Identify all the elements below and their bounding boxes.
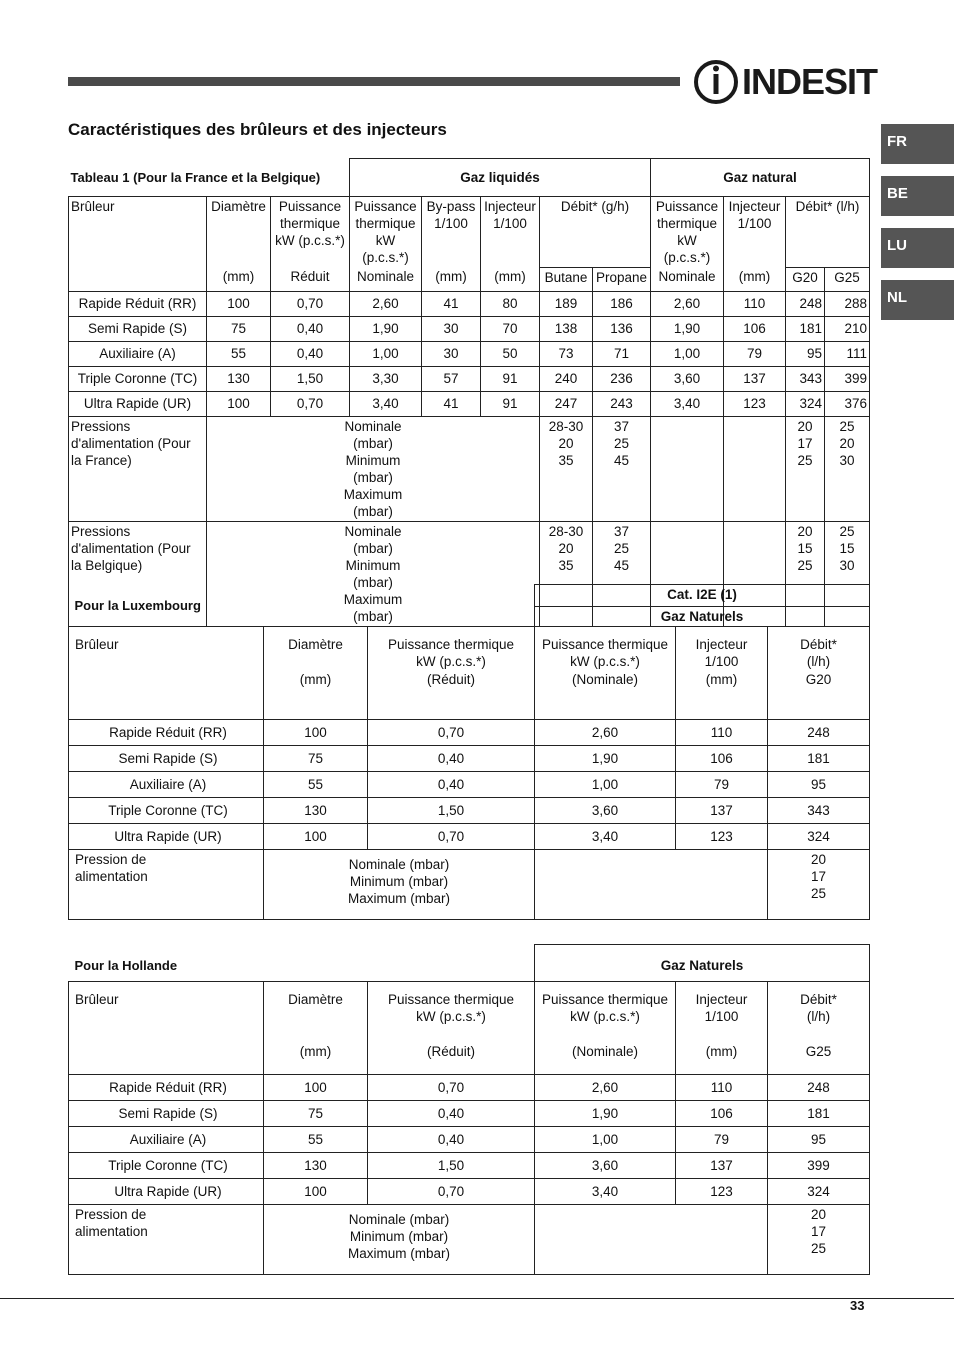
burner-name: Triple Coronne (TC): [69, 798, 264, 824]
pressure-label-fr: Pressions d'alimentation (Pour la France): [69, 416, 207, 521]
cell-value: 288: [825, 291, 870, 316]
cell-value: 100: [207, 391, 271, 416]
value: 25: [839, 418, 855, 434]
pressure-names: Nominale (mbar) Minimum (mbar) Maximum (mbar): [264, 1205, 535, 1275]
value: 20: [558, 435, 574, 451]
pressure-label: Pression de alimentation: [69, 1205, 264, 1275]
cell-value: 2,60: [535, 720, 676, 746]
header-debit-gh: Débit* (g/h): [540, 197, 651, 268]
cell-value: 130: [264, 798, 368, 824]
burner-name: Ultra Rapide (UR): [69, 824, 264, 850]
burner-name: Rapide Réduit (RR): [69, 291, 207, 316]
table-caption: Pour la Luxembourg: [74, 597, 201, 613]
value: 20: [558, 540, 574, 556]
table-row: [69, 341, 870, 366]
label-nominale: Nominale: [350, 267, 422, 291]
cell-value: 138: [540, 316, 593, 341]
table-row: [69, 291, 870, 316]
value: 37: [614, 418, 630, 434]
value: 35: [558, 557, 574, 573]
cell-value: 71: [593, 341, 651, 366]
cell-value: 106: [724, 316, 786, 341]
burner-name: Ultra Rapide (UR): [69, 391, 207, 416]
header-puissance-nominale: [535, 627, 676, 720]
unit-mm: (mm): [207, 267, 271, 291]
table-row: [69, 720, 870, 746]
page-title: Caractéristiques des brûleurs et des injecteurs: [68, 120, 447, 139]
cell-value: 111: [825, 341, 870, 366]
table-row: [69, 366, 870, 391]
burner-name: Triple Coronne (TC): [69, 1153, 264, 1179]
cell-value: 1,90: [350, 316, 422, 341]
label-butane: Butane: [540, 267, 593, 291]
burner-name: Ultra Rapide (UR): [69, 1179, 264, 1205]
label: Débit* (l/h): [800, 637, 837, 669]
label: Diamètre: [288, 637, 343, 652]
cell-value: 189: [540, 291, 593, 316]
cell-value: 2,60: [350, 291, 422, 316]
table-caption: Tableau 1 (Pour la France et la Belgique): [70, 169, 321, 185]
lang-tab-fr[interactable]: FR: [881, 124, 954, 164]
cell-value: 376: [825, 391, 870, 416]
cell-value: 55: [264, 1127, 368, 1153]
value: 17: [811, 1224, 827, 1239]
cell-value: 240: [540, 366, 593, 391]
lang-tab-lu[interactable]: LU: [881, 228, 954, 268]
table-row: [69, 798, 870, 824]
header-puissance-reduit: [368, 982, 535, 1075]
value: 25: [797, 452, 813, 468]
cell-value: 243: [593, 391, 651, 416]
fr-g20: [786, 416, 825, 521]
cell-value: 123: [676, 1179, 768, 1205]
value: 15: [839, 540, 855, 556]
table-row: [69, 772, 870, 798]
value: 25: [810, 886, 827, 901]
table-france-belgique: [68, 158, 870, 627]
table-hollande: [68, 944, 870, 1275]
unit-mm: (mm): [481, 267, 540, 291]
value: 20: [839, 435, 855, 451]
cell-value: 130: [207, 366, 271, 391]
unit: (mm): [299, 672, 332, 687]
cell-value: 79: [724, 341, 786, 366]
cell-value: 100: [207, 291, 271, 316]
table-luxembourg: [68, 584, 870, 920]
cell-value: 55: [264, 772, 368, 798]
value: 45: [614, 452, 630, 468]
value: 20: [797, 523, 813, 539]
burner-name: Rapide Réduit (RR): [69, 720, 264, 746]
unit-mm: (mm): [422, 267, 481, 291]
burner-name: Rapide Réduit (RR): [69, 1075, 264, 1101]
header-debit: [768, 627, 870, 720]
pressure-label: Pression de alimentation: [69, 850, 264, 920]
cell-value: 137: [724, 366, 786, 391]
fr-butane: [540, 416, 593, 521]
cell-value: 3,60: [535, 1153, 676, 1179]
label: Injecteur 1/100: [695, 992, 748, 1024]
label-g20: G20: [786, 267, 825, 291]
cell-value: 41: [422, 391, 481, 416]
cell-value: 123: [724, 391, 786, 416]
cell-value: 0,40: [368, 1127, 535, 1153]
cell-value: 0,70: [368, 1075, 535, 1101]
cell-value: 1,50: [368, 1153, 535, 1179]
value: 25: [839, 523, 855, 539]
cell-value: 248: [786, 291, 825, 316]
unit: (Nominale): [571, 672, 639, 687]
cell-value: 75: [264, 1101, 368, 1127]
value: 20: [811, 1207, 827, 1222]
cell-value: 70: [481, 316, 540, 341]
cell-value: 110: [724, 291, 786, 316]
cell-value: 324: [786, 391, 825, 416]
burner-name: Triple Coronne (TC): [69, 366, 207, 391]
cell-value: 95: [786, 341, 825, 366]
cell-value: 0,40: [271, 341, 350, 366]
header-gaz-natural: Gaz natural: [651, 159, 870, 197]
cell-value: 73: [540, 341, 593, 366]
burner-name: Semi Rapide (S): [69, 746, 264, 772]
cell-value: 1,00: [535, 1127, 676, 1153]
cell-value: 30: [422, 341, 481, 366]
pressure-names-be: Nominale (mbar) Minimum (mbar) Maximum (mbar): [207, 521, 540, 626]
cell-value: 343: [768, 798, 870, 824]
label-propane: Propane: [593, 267, 651, 291]
cell-value: 0,40: [368, 772, 535, 798]
cell-value: 1,50: [368, 798, 535, 824]
table-row: [69, 1075, 870, 1101]
cell-value: 3,40: [651, 391, 724, 416]
header-injecteur: [676, 627, 768, 720]
cell-value: 399: [825, 366, 870, 391]
pressure-values: [768, 850, 870, 920]
label-g25: G25: [825, 267, 870, 291]
label-nominale: Nominale: [651, 267, 724, 291]
cell-value: 1,00: [535, 772, 676, 798]
value: 20: [810, 852, 827, 867]
unit: G20: [805, 672, 832, 687]
table-row: [69, 316, 870, 341]
unit: (Réduit): [426, 672, 475, 687]
cell-value: 79: [676, 772, 768, 798]
header-bruleur: Brûleur: [69, 197, 207, 292]
header-bruleur: Brûleur: [69, 627, 264, 720]
burner-name: Auxiliaire (A): [69, 1127, 264, 1153]
burner-name: Semi Rapide (S): [69, 1101, 264, 1127]
cell-value: 80: [481, 291, 540, 316]
empty-cell: [535, 1205, 768, 1275]
cell-value: 75: [264, 746, 368, 772]
unit: (Nominale): [572, 1044, 639, 1059]
lang-tab-be[interactable]: BE: [881, 176, 954, 216]
cell-value: 100: [264, 1179, 368, 1205]
cell-value: 91: [481, 391, 540, 416]
cell-value: 41: [422, 291, 481, 316]
cell-value: 247: [540, 391, 593, 416]
page-number: 33: [850, 1298, 865, 1313]
pressure-names-fr: Nominale (mbar) Minimum (mbar) Maximum (mbar): [207, 416, 540, 521]
header-debit: [768, 982, 870, 1075]
language-tabs: [881, 124, 954, 332]
cell-value: 2,60: [535, 1075, 676, 1101]
cell-value: 181: [786, 316, 825, 341]
cell-value: 181: [768, 746, 870, 772]
cell-value: 324: [768, 1179, 870, 1205]
label: Injecteur 1/100: [695, 637, 748, 669]
cell-value: 0,70: [368, 1179, 535, 1205]
fr-propane: [593, 416, 651, 521]
cell-value: 248: [768, 1075, 870, 1101]
value: 25: [797, 557, 813, 573]
cell-value: 1,00: [651, 341, 724, 366]
value: 28-30: [548, 523, 584, 539]
header-puissance-ng: Puissance thermique kW (p.c.s.*): [651, 197, 724, 268]
header-injecteur-ng: Injecteur 1/100: [724, 197, 786, 268]
pressure-values: [768, 1205, 870, 1275]
empty-cell: [724, 416, 786, 521]
header-cat: Cat. I2E (1): [535, 585, 870, 607]
cell-value: 343: [786, 366, 825, 391]
empty-cell: [651, 416, 724, 521]
cell-value: 137: [676, 1153, 768, 1179]
header-injecteur-lpg: Injecteur 1/100: [481, 197, 540, 268]
cell-value: 0,40: [368, 746, 535, 772]
table-row: [69, 1127, 870, 1153]
cell-value: 3,60: [651, 366, 724, 391]
cell-value: 3,40: [535, 824, 676, 850]
cell-value: 186: [593, 291, 651, 316]
header-diametre: [264, 627, 368, 720]
unit-mm: (mm): [724, 267, 786, 291]
table-row: [69, 1101, 870, 1127]
empty-cell: [535, 850, 768, 920]
cell-value: 1,90: [535, 1101, 676, 1127]
label: Puissance thermique kW (p.c.s.*): [541, 637, 669, 669]
header-gaz-naturels: Gaz Naturels: [535, 607, 870, 627]
cell-value: 106: [676, 746, 768, 772]
cell-value: 137: [676, 798, 768, 824]
cell-value: 1,90: [651, 316, 724, 341]
cell-value: 0,70: [271, 391, 350, 416]
cell-value: 2,60: [651, 291, 724, 316]
cell-value: 1,50: [271, 366, 350, 391]
value: 17: [810, 869, 827, 884]
table-row: [69, 746, 870, 772]
cell-value: 123: [676, 824, 768, 850]
unit: (mm): [705, 1044, 738, 1059]
cell-value: 1,90: [535, 746, 676, 772]
cell-value: 75: [207, 316, 271, 341]
cell-value: 248: [768, 720, 870, 746]
burner-name: Auxiliaire (A): [69, 772, 264, 798]
cell-value: 0,40: [271, 316, 350, 341]
table-row: [69, 1179, 870, 1205]
unit: G25: [805, 1044, 832, 1059]
cell-value: 3,60: [535, 798, 676, 824]
cell-value: 57: [422, 366, 481, 391]
cell-value: 236: [593, 366, 651, 391]
label: Puissance thermique kW (p.c.s.*): [387, 992, 515, 1024]
header-injecteur: [676, 982, 768, 1075]
cell-value: 95: [768, 772, 870, 798]
table-row: [69, 824, 870, 850]
fr-g25: [825, 416, 870, 521]
cell-value: 100: [264, 720, 368, 746]
cell-value: 91: [481, 366, 540, 391]
cell-value: 130: [264, 1153, 368, 1179]
lang-tab-nl[interactable]: NL: [881, 280, 954, 320]
unit: (Réduit): [427, 1044, 476, 1059]
value: 20: [797, 418, 813, 434]
cell-value: 110: [676, 1075, 768, 1101]
header-bruleur: Brûleur: [69, 982, 264, 1075]
cell-value: 324: [768, 824, 870, 850]
cell-value: 0,70: [368, 720, 535, 746]
value: 30: [839, 557, 855, 573]
value: 30: [839, 452, 855, 468]
value: 45: [614, 557, 630, 573]
cell-value: 106: [676, 1101, 768, 1127]
header-bar: [68, 77, 680, 86]
unit: (mm): [705, 672, 738, 687]
cell-value: 100: [264, 824, 368, 850]
cell-value: 0,70: [271, 291, 350, 316]
cell-value: 50: [481, 341, 540, 366]
cell-value: 79: [676, 1127, 768, 1153]
label: Puissance thermique kW (p.c.s.*): [541, 992, 669, 1024]
unit: (mm): [299, 1044, 332, 1059]
cell-value: 3,40: [535, 1179, 676, 1205]
value: 17: [797, 435, 813, 451]
table-caption: Pour la Hollande: [74, 958, 178, 973]
cell-value: 0,40: [368, 1101, 535, 1127]
header-gaz-liquides: Gaz liquidés: [350, 159, 651, 197]
header-puissance-reduit: Puissance thermique kW (p.c.s.*): [271, 197, 350, 268]
cell-value: 100: [264, 1075, 368, 1101]
table-row: [69, 1153, 870, 1179]
header-puissance-nominale: [535, 982, 676, 1075]
label-reduit: Réduit: [271, 267, 350, 291]
cell-value: 3,30: [350, 366, 422, 391]
header-puissance-nominale: Puissance thermique kW (p.c.s.*): [350, 197, 422, 268]
value: 28-30: [548, 418, 584, 434]
cell-value: 55: [207, 341, 271, 366]
header-diametre: Diamètre: [207, 197, 271, 268]
cell-value: 0,70: [368, 824, 535, 850]
label: Débit* (l/h): [800, 992, 837, 1024]
value: 25: [614, 435, 630, 451]
cell-value: 110: [676, 720, 768, 746]
header-puissance-reduit: [368, 627, 535, 720]
pressure-names: Nominale (mbar) Minimum (mbar) Maximum (mbar): [264, 850, 535, 920]
value: 25: [811, 1241, 827, 1256]
label: Diamètre: [288, 992, 343, 1007]
cell-value: 30: [422, 316, 481, 341]
label: Puissance thermique kW (p.c.s.*): [387, 637, 515, 669]
pressure-label-be: Pressions d'alimentation (Pour la Belgique): [69, 521, 207, 626]
value: 15: [797, 540, 813, 556]
cell-value: 1,00: [350, 341, 422, 366]
cell-value: 399: [768, 1153, 870, 1179]
value: 37: [614, 523, 630, 539]
burner-name: Semi Rapide (S): [69, 316, 207, 341]
cell-value: 181: [768, 1101, 870, 1127]
value: 35: [558, 452, 574, 468]
cell-value: 3,40: [350, 391, 422, 416]
header-diametre: [264, 982, 368, 1075]
cell-value: 210: [825, 316, 870, 341]
cell-value: 136: [593, 316, 651, 341]
footer-line: [0, 1298, 954, 1299]
value: 25: [614, 540, 630, 556]
burner-name: Auxiliaire (A): [69, 341, 207, 366]
cell-value: 95: [768, 1127, 870, 1153]
header-debit-lh: Débit* (l/h): [786, 197, 870, 268]
header-bypass: By-pass 1/100: [422, 197, 481, 268]
table-row: [69, 391, 870, 416]
header-gaz-naturels: Gaz Naturels: [535, 945, 870, 982]
brand-name: INDESIT: [742, 61, 878, 102]
